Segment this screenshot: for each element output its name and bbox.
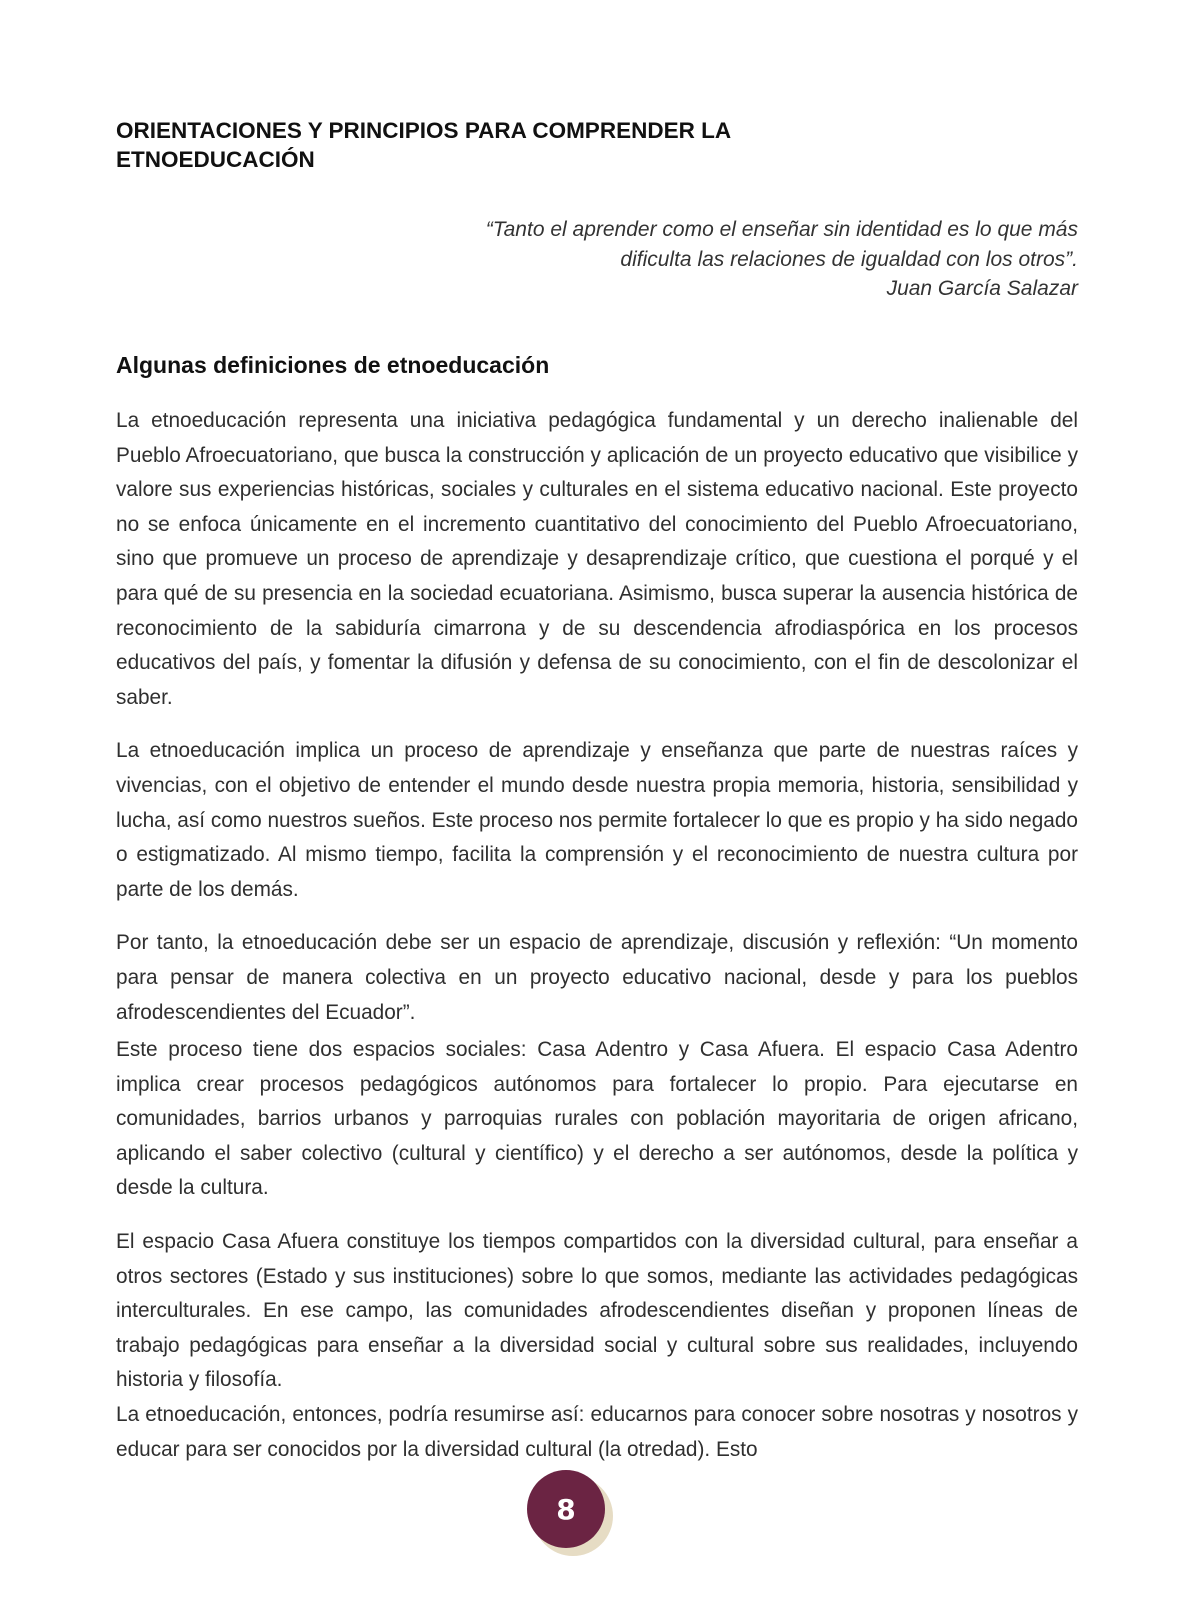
paragraph-6: La etnoeducación, entonces, podría resumirse así: educarnos para conocer sobre nosotras y nosotros y educar para ser conocidos por la diversidad cultural (la otredad). Esto [116,1403,1078,1461]
epigraph-quote-line-2: dificulta las relaciones de igualdad con los otros”. [620,247,1078,271]
section-title: Algunas definiciones de etnoeducación [116,352,550,378]
paragraph-1: La etnoeducación representa una iniciativa pedagógica fundamental y un derecho inalienable del Pueblo Afroecuatoriano, que busca la construcción y aplicación de un proyecto educativo que visibilice y valore sus experiencias históricas, sociales y culturales en el sistema educativo nacional. Este proyecto no se enfoca únicamente en el incremento cuantitativo del conocimiento del Pueblo Afroecuatoriano, sino que promueve un proceso de aprendizaje y desaprendizaje crítico, que cuestiona el porqué y el para qué de su presencia en la sociedad ecuatoriana. Asimismo, busca superar la ausencia histórica de reconocimiento de la sabiduría cimarrona y de su descendencia afrodiaspórica en los procesos educativos del país, y fomentar la difusión y defensa de su conocimiento, con el fin de descolonizar el saber. [116,409,1078,709]
page-number-badge [527,1470,613,1556]
epigraph [358,215,1078,304]
main-title: ORIENTACIONES Y PRINCIPIOS PARA COMPRENDER LA ETNOEDUCACIÓN [116,118,731,172]
paragraph-2: La etnoeducación implica un proceso de aprendizaje y enseñanza que parte de nuestras raíces y vivencias, con el objetivo de entender el mundo desde nuestra propia memoria, historia, sensibilidad y lucha, así como nuestros sueños. Este proceso nos permite fortalecer lo que es propio y ha sido negado o estigmatizado. Al mismo tiempo, facilita la comprensión y el reconocimiento de nuestra cultura por parte de los demás. [116,739,1078,901]
paragraph-5: El espacio Casa Afuera constituye los tiempos compartidos con la diversidad cultural, para enseñar a otros sectores (Estado y sus instituciones) sobre lo que somos, mediante las actividades pedagógicas interculturales. En ese campo, las comunidades afrodescendientes diseñan y proponen líneas de trabajo pedagógicas para enseñar a la diversidad social y cultural sobre sus realidades, incluyendo historia y filosofía. [116,1230,1078,1392]
epigraph-author: Juan García Salazar [886,277,1078,300]
epigraph-quote-line-1: “Tanto el aprender como el enseñar sin identidad es lo que más [485,218,1078,241]
paragraph-4: Este proceso tiene dos espacios sociales: Casa Adentro y Casa Afuera. El espacio Casa Adentro implica crear procesos pedagógicos autónomos para fortalecer lo propio. Para ejecutarse en comunidades, barrios urbanos y parroquias rurales con población mayoritaria de origen africano, aplicando el saber colectivo (cultural y científico) y el derecho a ser autónomos, desde la política y desde la cultura. [116,1038,1078,1200]
paragraph-3: Por tanto, la etnoeducación debe ser un espacio de aprendizaje, discusión y reflexión: “Un momento para pensar de manera colectiva en un proyecto educativo nacional, desde y para los pueblos afrodescendientes del Ecuador”. [116,931,1078,1024]
body-text [116,404,1078,1467]
page-number: 8 [527,1470,605,1548]
